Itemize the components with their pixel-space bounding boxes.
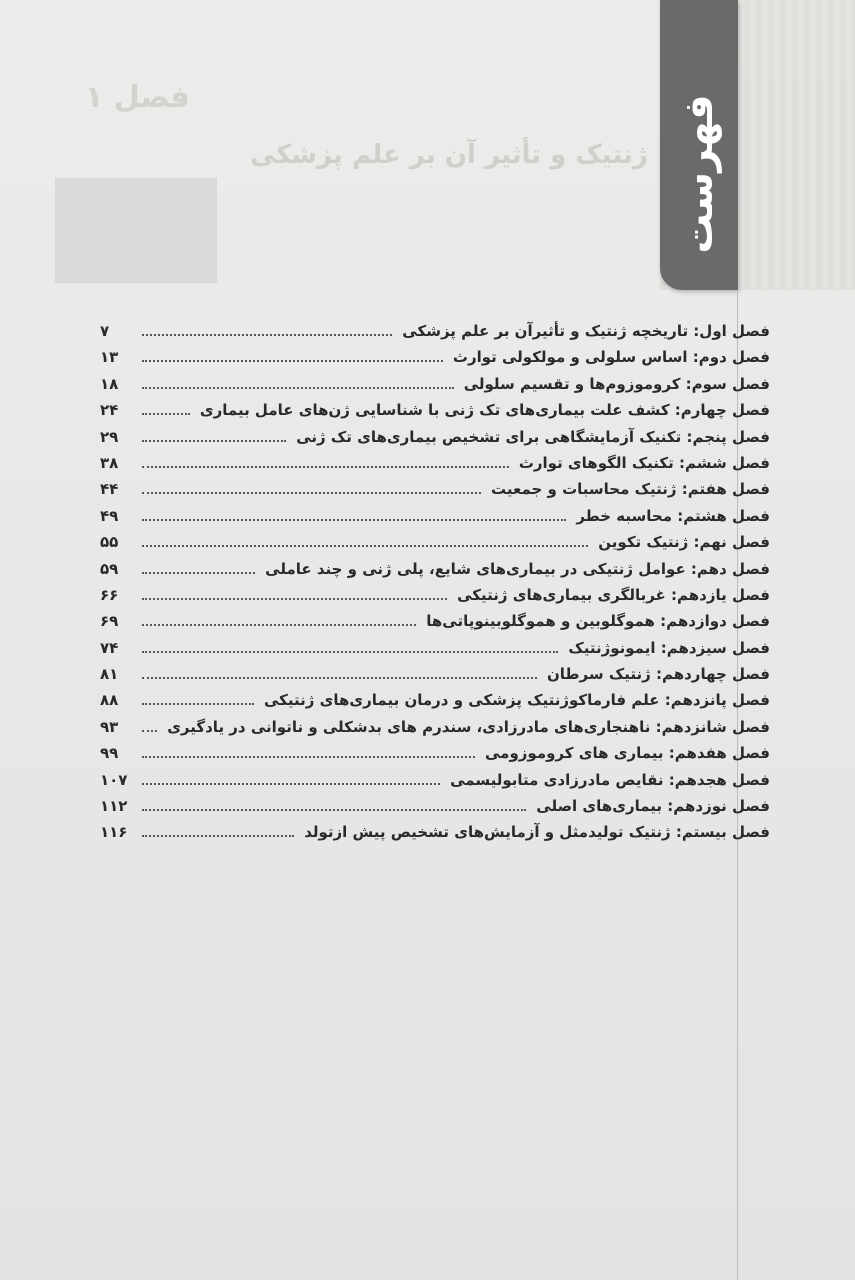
toc-entry-title: فصل نوزدهم: بیماری‌های اصلی [536, 797, 770, 816]
toc-entry-title: فصل هفتم: ژنتیک محاسبات و جمعیت [490, 480, 770, 499]
dot-leader [142, 359, 443, 362]
dot-leader [142, 439, 286, 442]
toc-entry-page-number: ۱۸ [100, 374, 119, 393]
dot-leader [142, 729, 157, 732]
table-of-contents [100, 322, 770, 850]
page-title: فهرست [676, 94, 722, 254]
toc-entry-page-number: ۱۱۶ [100, 823, 128, 842]
toc-entry-title: فصل هجدهم: نقایص مادرزادی متابولیسمی [450, 770, 770, 789]
toc-entry-title: فصل چهاردهم: ژنتیک سرطان [546, 665, 770, 684]
toc-entry [100, 375, 770, 401]
dot-leader [142, 333, 392, 336]
toc-entry-title: فصل پانزدهم: علم فارماکوژنتیک پزشکی و درمان بیماری‌های ژنتیکی [263, 691, 770, 710]
toc-entry [100, 322, 770, 348]
dot-leader [142, 702, 254, 705]
toc-entry-title: فصل اول: تاریخچه ژنتیک و تأثیرآن بر علم پزشکی [402, 322, 770, 340]
toc-entry-title: فصل هشتم: محاسبه خطر [576, 506, 770, 525]
toc-entry [100, 771, 770, 797]
toc-entry [100, 348, 770, 374]
dot-leader [142, 650, 558, 653]
toc-entry-title: فصل بیستم: ژنتیک تولیدمثل و آزمایش‌های تشخیص پیش ازتولد [304, 823, 770, 842]
dot-leader [142, 676, 537, 679]
toc-entry-title: فصل سوم: کروموزوم‌ها و تقسیم سلولی [463, 374, 770, 393]
dot-leader [142, 834, 294, 837]
toc-entry [100, 823, 770, 849]
toc-entry-page-number: ۷ [100, 322, 110, 340]
dot-leader [142, 782, 440, 785]
toc-entry [100, 665, 770, 691]
dot-leader [142, 571, 255, 574]
toc-entry-page-number: ۳۸ [100, 453, 119, 472]
bleed-through-chapter: فصل ۱ [85, 80, 190, 115]
toc-entry [100, 401, 770, 427]
toc-entry [100, 797, 770, 823]
dot-leader [142, 491, 481, 494]
toc-entry-page-number: ۶۶ [100, 585, 119, 604]
dot-leader [142, 386, 454, 389]
toc-entry-page-number: ۱۱۲ [100, 797, 128, 816]
dot-leader [142, 412, 190, 415]
toc-entry [100, 691, 770, 717]
dot-leader [142, 623, 416, 626]
toc-entry-page-number: ۹۳ [100, 717, 119, 736]
dot-leader [142, 465, 509, 468]
toc-entry [100, 428, 770, 454]
toc-entry [100, 718, 770, 744]
bleed-through-image [55, 178, 217, 283]
toc-entry-title: فصل یازدهم: غربالگری بیماری‌های ژنتیکی [457, 585, 770, 604]
toc-entry [100, 507, 770, 533]
toc-entry-page-number: ۵۵ [100, 533, 119, 552]
toc-entry [100, 480, 770, 506]
toc-entry [100, 744, 770, 770]
toc-entry [100, 586, 770, 612]
dot-leader [142, 597, 447, 600]
toc-entry-page-number: ۴۴ [100, 480, 119, 499]
toc-entry-title: فصل هفدهم: بیماری های کروموزومی [485, 744, 770, 763]
toc-entry-title: فصل دهم: عوامل ژنتیکی در بیماری‌های شایع، پلی ژنی و چند عاملی [265, 559, 770, 578]
toc-entry-page-number: ۸۸ [100, 691, 119, 710]
toc-entry [100, 612, 770, 638]
toc-entry-page-number: ۱۳ [100, 348, 119, 367]
toc-entry [100, 533, 770, 559]
toc-entry-page-number: ۱۰۷ [100, 770, 128, 789]
toc-entry-title: فصل چهارم: کشف علت بیماری‌های تک ژنی با شناسایی ژن‌های عامل بیماری [199, 401, 770, 420]
toc-entry-page-number: ۴۹ [100, 506, 119, 525]
toc-entry-title: فصل دوازدهم: هموگلوبین و هموگلوبینوپاتی‌ها [426, 612, 770, 631]
toc-entry-page-number: ۲۴ [100, 401, 119, 420]
dot-leader [142, 544, 588, 547]
toc-entry-title: فصل ششم: تکنیک الگوهای توارث [518, 453, 770, 472]
toc-entry-title: فصل پنجم: تکنیک آزمایشگاهی برای تشخیص بیماری‌های تک ژنی [296, 427, 770, 446]
toc-entry-page-number: ۹۹ [100, 744, 119, 763]
toc-entry-title: فصل شانزدهم: ناهنجاری‌های مادرزادی، سندرم های بدشکلی و ناتوانی در یادگیری [167, 717, 770, 736]
toc-entry-page-number: ۶۹ [100, 612, 119, 631]
toc-entry [100, 454, 770, 480]
contents-tab [660, 0, 738, 290]
toc-entry-page-number: ۵۹ [100, 559, 119, 578]
toc-entry-page-number: ۸۱ [100, 665, 119, 684]
toc-entry-title: فصل دوم: اساس سلولی و مولکولی توارث [452, 348, 770, 367]
bleed-through-title: ژنتیک و تأثیر آن بر علم پزشکی [250, 140, 648, 170]
dot-leader [142, 518, 566, 521]
dot-leader [142, 755, 475, 758]
toc-entry-page-number: ۲۹ [100, 427, 119, 446]
toc-entry-page-number: ۷۴ [100, 638, 119, 657]
toc-entry-title: فصل سیزدهم: ایمونوژنتیک [568, 638, 770, 657]
dot-leader [142, 808, 526, 811]
toc-entry [100, 639, 770, 665]
toc-entry [100, 560, 770, 586]
toc-entry-title: فصل نهم: ژنتیک تکوین [598, 533, 770, 552]
